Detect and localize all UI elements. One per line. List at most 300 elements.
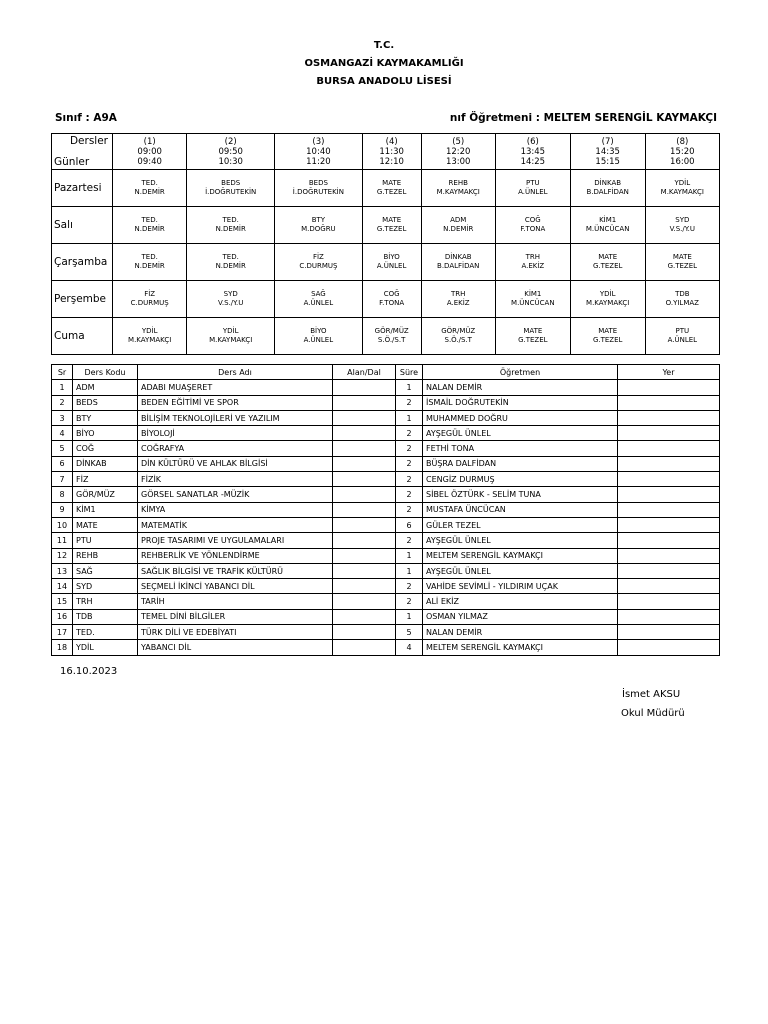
course-name: DİN KÜLTÜRÜ VE AHLAK BİLGİSİ (138, 456, 333, 471)
course-teacher: ALİ EKİZ (423, 594, 618, 609)
schedule-cell (645, 318, 719, 355)
lesson-teacher: A.ÜNLEL (303, 336, 334, 344)
course-row (52, 517, 720, 532)
course-sr: 5 (52, 441, 73, 456)
course-code: FİZ (73, 472, 138, 487)
lesson-code: COĞ (383, 290, 400, 298)
lesson-code: DİNKAB (444, 253, 472, 261)
lesson-code: GÖR/MÜZ (441, 327, 476, 335)
course-name: SAĞLIK BİLGİSİ VE TRAFİK KÜLTÜRÜ (138, 563, 333, 578)
course-name: TEMEL DİNİ BİLGİLER (138, 609, 333, 624)
course-name: COĞRAFYA (138, 441, 333, 456)
lesson-teacher: N.DEMİR (134, 188, 165, 196)
lesson-code: KİM1 (599, 216, 617, 224)
course-sure: 2 (396, 533, 423, 548)
course-col-header-yer: Yer (618, 365, 720, 380)
lesson-code: MATE (598, 327, 618, 335)
course-row (52, 426, 720, 441)
schedule-cell (275, 281, 363, 318)
course-sr: 3 (52, 410, 73, 425)
course-col-header-alan: Alan/Dal (333, 365, 396, 380)
course-sr: 14 (52, 579, 73, 594)
course-name: REHBERLİK VE YÖNLENDİRME (138, 548, 333, 563)
day-name: Cuma (52, 318, 113, 355)
course-code: TDB (73, 609, 138, 624)
course-row (52, 487, 720, 502)
schedule-corner-cell (52, 134, 113, 170)
lesson-teacher: G.TEZEL (376, 225, 407, 233)
course-name: BİYOLOJİ (138, 426, 333, 441)
course-sr: 15 (52, 594, 73, 609)
course-row (52, 625, 720, 640)
lesson-teacher: G.TEZEL (376, 188, 407, 196)
course-teacher: MELTEM SERENGİL KAYMAKÇI (423, 640, 618, 655)
schedule-cell (187, 281, 275, 318)
lesson-code: YDİL (599, 290, 616, 298)
lesson-code: PTU (675, 327, 690, 335)
lesson-code: FİZ (312, 253, 324, 261)
course-code: KİM1 (73, 502, 138, 517)
header-line-tc: T.C. (373, 40, 395, 51)
schedule-cell (113, 207, 187, 244)
course-row (52, 548, 720, 563)
lesson-code: TED. (141, 216, 158, 224)
lesson-code: TED. (222, 253, 239, 261)
course-alan (333, 472, 396, 487)
period-header (570, 134, 645, 170)
period-no: (7) (601, 136, 614, 147)
course-code: TRH (73, 594, 138, 609)
course-name: GÖRSEL SANATLAR -MÜZİK (138, 487, 333, 502)
course-name: ADABI MUAŞERET (138, 380, 333, 395)
course-yer (618, 410, 720, 425)
course-row (52, 640, 720, 655)
course-code: BEDS (73, 395, 138, 410)
lesson-teacher: A.EKİZ (446, 299, 470, 307)
course-sure: 2 (396, 594, 423, 609)
course-teacher: MUHAMMED DOĞRU (423, 410, 618, 425)
course-name: TÜRK DİLİ VE EDEBİYATI (138, 625, 333, 640)
lesson-teacher: C.DURMUŞ (299, 262, 338, 270)
schedule-cell (362, 207, 421, 244)
course-sure: 2 (396, 441, 423, 456)
schedule-cell (495, 244, 570, 281)
schedule-cell (275, 207, 363, 244)
lesson-teacher: O.YILMAZ (665, 299, 699, 307)
course-name: TARİH (138, 594, 333, 609)
signer-title: Okul Müdürü (621, 708, 685, 719)
day-name: Pazartesi (52, 170, 113, 207)
lesson-code: SAĞ (311, 290, 326, 298)
course-teacher: AYŞEGÜL ÜNLEL (423, 426, 618, 441)
course-row (52, 579, 720, 594)
lesson-code: ADM (450, 216, 467, 224)
course-yer (618, 487, 720, 502)
course-row (52, 380, 720, 395)
schedule-cell (570, 318, 645, 355)
schedule-day-row (52, 281, 720, 318)
lesson-teacher: S.Ö./S.T (377, 336, 406, 344)
schedule-cell (421, 318, 495, 355)
period-start: 12:20 (445, 146, 471, 157)
lesson-teacher: N.DEMİR (134, 262, 165, 270)
day-name: Çarşamba (52, 244, 113, 281)
period-end: 14:25 (520, 156, 546, 167)
course-code: YDİL (73, 640, 138, 655)
course-sr: 11 (52, 533, 73, 548)
lesson-code: FİZ (144, 290, 156, 298)
schedule-cell (495, 170, 570, 207)
course-yer (618, 426, 720, 441)
course-code: REHB (73, 548, 138, 563)
course-col-header-code: Ders Kodu (73, 365, 138, 380)
course-yer (618, 502, 720, 517)
period-start: 13:45 (520, 146, 546, 157)
schedule-cell (421, 244, 495, 281)
schedule-cell (362, 281, 421, 318)
schedule-day-row (52, 244, 720, 281)
lesson-code: MATE (523, 327, 543, 335)
course-alan (333, 594, 396, 609)
course-row (52, 502, 720, 517)
period-header (645, 134, 719, 170)
course-col-header-teacher: Öğretmen (423, 365, 618, 380)
lesson-teacher: M.KAYMAKÇI (586, 299, 630, 307)
course-row (52, 410, 720, 425)
course-yer (618, 625, 720, 640)
lesson-code: BİYO (310, 327, 327, 335)
schedule-day-row (52, 170, 720, 207)
lesson-teacher: N.DEMİR (443, 225, 474, 233)
course-sure: 2 (396, 472, 423, 487)
period-start: 11:30 (379, 146, 404, 157)
schedule-cell (421, 281, 495, 318)
schedule-cell (187, 244, 275, 281)
lesson-code: SYD (223, 290, 238, 298)
course-yer (618, 579, 720, 594)
course-teacher: BÜŞRA DALFİDAN (423, 456, 618, 471)
course-teacher: MELTEM SERENGİL KAYMAKÇI (423, 548, 618, 563)
course-alan (333, 380, 396, 395)
lesson-code: KİM1 (524, 290, 542, 298)
lesson-teacher: M.ÜNCÜCAN (585, 225, 630, 233)
period-header (495, 134, 570, 170)
lesson-code: BEDS (308, 179, 328, 187)
course-row (52, 441, 720, 456)
schedule-cell (275, 244, 363, 281)
class-label: Sınıf : A9A (55, 112, 117, 124)
corner-lessons-label: Dersler (69, 135, 108, 147)
course-teacher: AYŞEGÜL ÜNLEL (423, 533, 618, 548)
lesson-code: BTY (311, 216, 326, 224)
course-yer (618, 548, 720, 563)
lesson-teacher: V.S./Y.U (218, 299, 244, 307)
course-sr: 17 (52, 625, 73, 640)
schedule-header-row (52, 134, 720, 170)
schedule-cell (570, 244, 645, 281)
course-alan (333, 502, 396, 517)
period-no: (2) (224, 136, 237, 147)
course-name: YABANCI DİL (138, 640, 333, 655)
course-yer (618, 441, 720, 456)
schedule-cell (362, 170, 421, 207)
schedule-cell (570, 281, 645, 318)
corner-days-label: Günler (54, 156, 90, 168)
header-school: BURSA ANADOLU LİSESİ (316, 76, 452, 87)
day-name: Perşembe (52, 281, 113, 318)
schedule-cell (570, 207, 645, 244)
course-alan (333, 426, 396, 441)
lesson-teacher: A.ÜNLEL (518, 188, 548, 196)
lesson-code: TRH (451, 290, 466, 298)
course-col-header-name: Ders Adı (138, 365, 333, 380)
course-yer (618, 594, 720, 609)
lesson-teacher: M.KAYMAKÇI (209, 336, 253, 344)
period-end: 12:10 (379, 156, 404, 167)
course-teacher: İSMAİL DOĞRUTEKİN (423, 395, 618, 410)
course-alan (333, 609, 396, 624)
course-teacher: NALAN DEMİR (423, 380, 618, 395)
course-sr: 9 (52, 502, 73, 517)
course-name: BİLİŞİM TEKNOLOJİLERİ VE YAZILIM (138, 410, 333, 425)
schedule-cell (495, 207, 570, 244)
course-alan (333, 410, 396, 425)
lesson-code: MATE (672, 253, 692, 261)
header-district: OSMANGAZİ KAYMAKAMLIĞI (304, 58, 464, 69)
course-sr: 10 (52, 517, 73, 532)
course-code: ADM (73, 380, 138, 395)
course-teacher: MUSTAFA ÜNCÜCAN (423, 502, 618, 517)
lesson-code: MATE (382, 216, 402, 224)
course-sr: 12 (52, 548, 73, 563)
course-alan (333, 441, 396, 456)
lesson-code: REHB (448, 179, 468, 187)
course-row (52, 563, 720, 578)
period-start: 09:50 (218, 146, 243, 157)
period-start: 15:20 (670, 146, 695, 157)
lesson-code: BİYO (383, 253, 400, 261)
course-alan (333, 395, 396, 410)
period-end: 11:20 (306, 156, 331, 167)
course-sr: 16 (52, 609, 73, 624)
lesson-teacher: G.TEZEL (518, 336, 548, 344)
lesson-teacher: İ.DOĞRUTEKİN (205, 188, 257, 196)
lesson-teacher: A.ÜNLEL (303, 299, 334, 307)
course-teacher: OSMAN YILMAZ (423, 609, 618, 624)
course-alan (333, 517, 396, 532)
lesson-code: COĞ (524, 216, 541, 224)
course-sure: 1 (396, 563, 423, 578)
lesson-teacher: N.DEMİR (215, 262, 246, 270)
course-row (52, 609, 720, 624)
lesson-code: TED. (222, 216, 239, 224)
course-yer (618, 609, 720, 624)
course-yer (618, 472, 720, 487)
course-yer (618, 533, 720, 548)
period-header (187, 134, 275, 170)
course-row (52, 456, 720, 471)
period-no: (8) (676, 136, 689, 147)
lesson-teacher: C.DURMUŞ (130, 299, 169, 307)
course-list-table (51, 364, 720, 656)
schedule-cell (187, 170, 275, 207)
schedule-day-row (52, 207, 720, 244)
course-alan (333, 487, 396, 502)
schedule-cell (113, 244, 187, 281)
lesson-teacher: N.DEMİR (134, 225, 165, 233)
course-code: PTU (73, 533, 138, 548)
course-yer (618, 380, 720, 395)
course-sure: 1 (396, 548, 423, 563)
lesson-code: TED. (141, 253, 158, 261)
lesson-teacher: M.DOĞRU (301, 225, 336, 233)
course-code: SAĞ (73, 563, 138, 578)
schedule-cell (113, 170, 187, 207)
course-sure: 1 (396, 609, 423, 624)
period-no: (6) (526, 136, 539, 147)
course-sr: 13 (52, 563, 73, 578)
schedule-cell (187, 318, 275, 355)
period-end: 16:00 (670, 156, 695, 167)
course-yer (618, 640, 720, 655)
course-code: TED. (73, 625, 138, 640)
lesson-teacher: B.DALFİDAN (437, 262, 480, 270)
course-sr: 4 (52, 426, 73, 441)
course-teacher: AYŞEGÜL ÜNLEL (423, 563, 618, 578)
lesson-code: YDİL (141, 327, 158, 335)
course-code: COĞ (73, 441, 138, 456)
course-sr: 8 (52, 487, 73, 502)
course-row (52, 533, 720, 548)
course-sure: 4 (396, 640, 423, 655)
schedule-cell (645, 244, 719, 281)
course-sr: 6 (52, 456, 73, 471)
course-alan (333, 533, 396, 548)
lesson-code: SYD (675, 216, 690, 224)
period-end: 10:30 (218, 156, 243, 167)
lesson-code: PTU (526, 179, 540, 187)
course-yer (618, 456, 720, 471)
course-col-header-sr: Sr (52, 365, 73, 380)
lesson-teacher: G.TEZEL (592, 336, 623, 344)
lesson-code: GÖR/MÜZ (374, 327, 409, 335)
lesson-code: TDB (675, 290, 690, 298)
schedule-cell (645, 170, 719, 207)
course-sure: 2 (396, 456, 423, 471)
schedule-cell (275, 170, 363, 207)
lesson-teacher: N.DEMİR (215, 225, 246, 233)
course-code: MATE (73, 517, 138, 532)
course-sr: 7 (52, 472, 73, 487)
course-code: BTY (73, 410, 138, 425)
schedule-day-row (52, 318, 720, 355)
course-sure: 1 (396, 410, 423, 425)
course-teacher: NALAN DEMİR (423, 625, 618, 640)
document-date: 16.10.2023 (60, 666, 118, 677)
schedule-cell (645, 281, 719, 318)
lesson-code: MATE (382, 179, 402, 187)
course-teacher: GÜLER TEZEL (423, 517, 618, 532)
period-end: 15:15 (595, 156, 620, 167)
course-alan (333, 625, 396, 640)
course-alan (333, 563, 396, 578)
course-teacher: SİBEL ÖZTÜRK - SELİM TUNA (423, 487, 618, 502)
course-sure: 2 (396, 579, 423, 594)
lesson-teacher: M.KAYMAKÇI (128, 336, 172, 344)
lesson-teacher: A.EKİZ (521, 262, 545, 270)
lesson-teacher: G.TEZEL (592, 262, 623, 270)
course-yer (618, 563, 720, 578)
course-sure: 2 (396, 487, 423, 502)
schedule-cell (495, 281, 570, 318)
course-row (52, 395, 720, 410)
period-header (421, 134, 495, 170)
schedule-cell (645, 207, 719, 244)
lesson-teacher: İ.DOĞRUTEKİN (292, 188, 344, 196)
course-sr: 18 (52, 640, 73, 655)
schedule-cell (421, 170, 495, 207)
lesson-code: MATE (598, 253, 618, 261)
course-row (52, 594, 720, 609)
lesson-teacher: V.S./Y.U (669, 225, 695, 233)
lesson-code: YDİL (674, 179, 691, 187)
course-sr: 2 (52, 395, 73, 410)
period-no: (4) (385, 136, 398, 147)
period-header (362, 134, 421, 170)
period-start: 14:35 (595, 146, 620, 157)
course-alan (333, 456, 396, 471)
course-code: GÖR/MÜZ (73, 487, 138, 502)
course-sure: 2 (396, 502, 423, 517)
schedule-cell (570, 170, 645, 207)
lesson-teacher: S.Ö./S.T (444, 336, 472, 344)
course-yer (618, 395, 720, 410)
course-name: MATEMATİK (138, 517, 333, 532)
schedule-cell (495, 318, 570, 355)
lesson-teacher: M.KAYMAKÇI (436, 188, 480, 196)
period-no: (5) (452, 136, 465, 147)
lesson-teacher: M.KAYMAKÇI (660, 188, 704, 196)
course-code: BİYO (73, 426, 138, 441)
signer-name: İsmet AKSU (622, 689, 681, 700)
course-yer (618, 517, 720, 532)
course-sure: 1 (396, 380, 423, 395)
lesson-teacher: F.TONA (379, 299, 405, 307)
course-code: DİNKAB (73, 456, 138, 471)
lesson-code: TRH (525, 253, 541, 261)
course-header-row (52, 365, 720, 380)
course-name: PROJE TASARIMI VE UYGULAMALARI (138, 533, 333, 548)
period-end: 09:40 (137, 156, 162, 167)
course-alan (333, 579, 396, 594)
lesson-teacher: A.ÜNLEL (667, 336, 698, 344)
course-col-header-sure: Süre (396, 365, 423, 380)
lesson-teacher: G.TEZEL (667, 262, 698, 270)
lesson-teacher: F.TONA (520, 225, 546, 233)
lesson-teacher: B.DALFİDAN (586, 188, 629, 196)
schedule-cell (113, 318, 187, 355)
period-no: (1) (143, 136, 156, 147)
schedule-cell (362, 244, 421, 281)
course-teacher: FETHİ TONA (423, 441, 618, 456)
course-sure: 6 (396, 517, 423, 532)
lesson-code: YDİL (222, 327, 239, 335)
lesson-teacher: A.ÜNLEL (376, 262, 407, 270)
schedule-cell (362, 318, 421, 355)
lesson-code: DİNKAB (594, 179, 622, 187)
period-header (113, 134, 187, 170)
schedule-cell (113, 281, 187, 318)
